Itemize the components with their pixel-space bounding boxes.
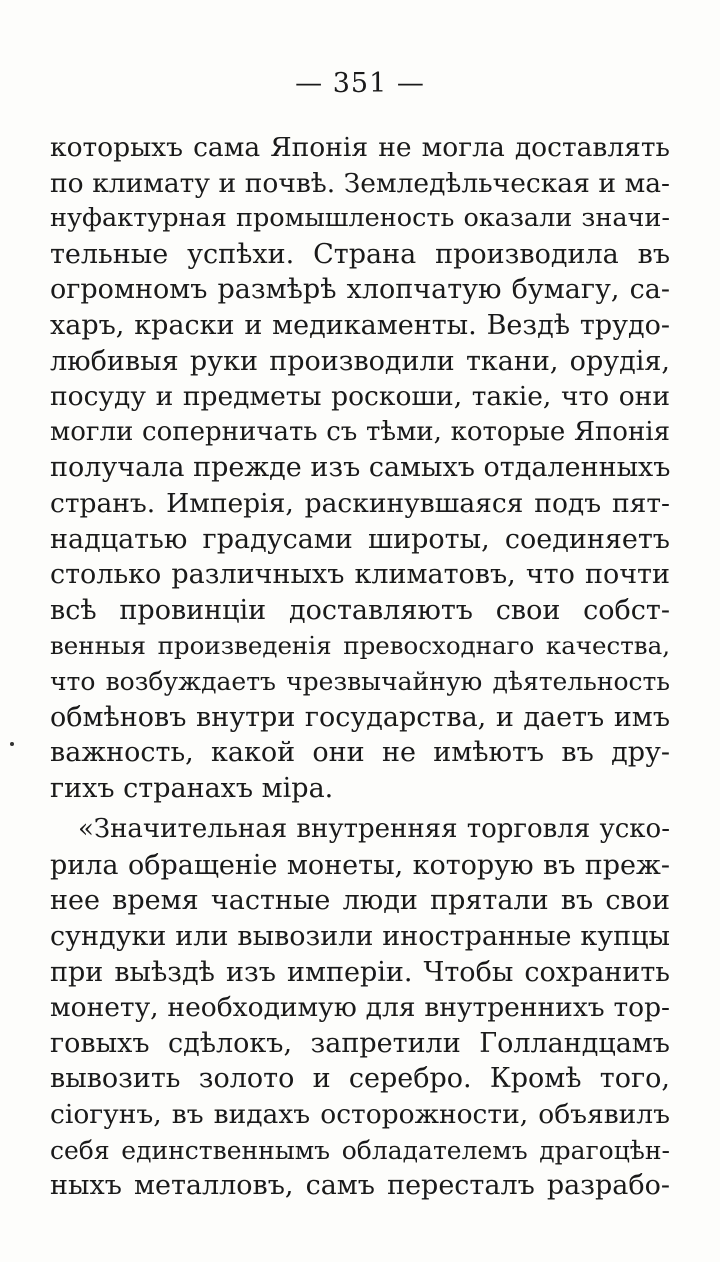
- body-text: [50, 130, 670, 1204]
- text-line: получала прежде изъ самыхъ отдаленныхъ: [50, 452, 671, 484]
- text-line: сундуки или вывозили иностранные купцы: [50, 921, 670, 953]
- text-line: всѣ провинціи доставляютъ свои собст-: [50, 594, 670, 626]
- paragraph-1: [50, 130, 670, 806]
- text-line: вывозить золото и серебро. Кромѣ того,: [50, 1063, 670, 1095]
- text-line: обмѣновъ внутри государства, и даетъ имъ: [50, 701, 670, 733]
- page-number: — 351 —: [295, 68, 425, 99]
- text-line: что возбуждаетъ чрезвычайную дѣятельность: [50, 666, 670, 696]
- text-line: могли соперничать съ тѣми, которые Японія: [50, 416, 670, 447]
- text-line: огромномъ размѣрѣ хлопчатую бумагу, са-: [50, 274, 670, 306]
- ink-speck: [10, 742, 14, 746]
- text-line: столько различныхъ климатовъ, что почти: [50, 559, 670, 591]
- text-line: странъ. Имперія, раскинувшаяся подъ пят-: [50, 487, 670, 519]
- text-line: посуду и предметы роскоши, такіе, что они: [50, 381, 670, 413]
- text-line: говыхъ сдѣлокъ, запретили Голландцамъ: [50, 1027, 670, 1059]
- text-line: гихъ странахъ міра.: [50, 772, 334, 804]
- paragraph-2: [50, 812, 670, 1204]
- text-line: себя единственнымъ обладателемъ драгоцѣн-: [50, 1135, 670, 1165]
- text-line: надцатью градусами широты, соединяетъ: [50, 523, 670, 555]
- text-line: ныхъ металловъ, самъ пересталъ разрабо-: [50, 1170, 670, 1202]
- text-line: по климату и почвѣ. Земледѣльческая и ма-: [50, 167, 670, 199]
- text-line: венныя произведенія превосходнаго качества,: [50, 631, 670, 661]
- text-line: харъ, краски и медикаменты. Вездѣ трудо-: [50, 309, 670, 341]
- text-line: сіогунъ, въ видахъ осторожности, объявилъ: [50, 1099, 670, 1131]
- text-line: тельные успѣхи. Страна производила въ: [50, 238, 670, 270]
- text-line: нуфактурная промышленость оказали значи-: [50, 203, 670, 234]
- text-line: любивыя руки производили ткани, орудія,: [50, 345, 670, 377]
- text-line: рила обращеніе монеты, которую въ преж-: [50, 849, 670, 881]
- text-line: при выѣздѣ изъ имперіи. Чтобы сохранить: [50, 956, 670, 988]
- text-line: «Значительная внутренняя торговля уско-: [78, 814, 670, 845]
- text-line: нее время частные люди прятали въ свои: [50, 885, 670, 917]
- text-line: которыхъ сама Японія не могла доставлять: [50, 132, 670, 163]
- text-line: монету, необходимую для внутреннихъ тор-: [50, 992, 670, 1024]
- text-line: важность, какой они не имѣютъ въ дру-: [50, 737, 670, 769]
